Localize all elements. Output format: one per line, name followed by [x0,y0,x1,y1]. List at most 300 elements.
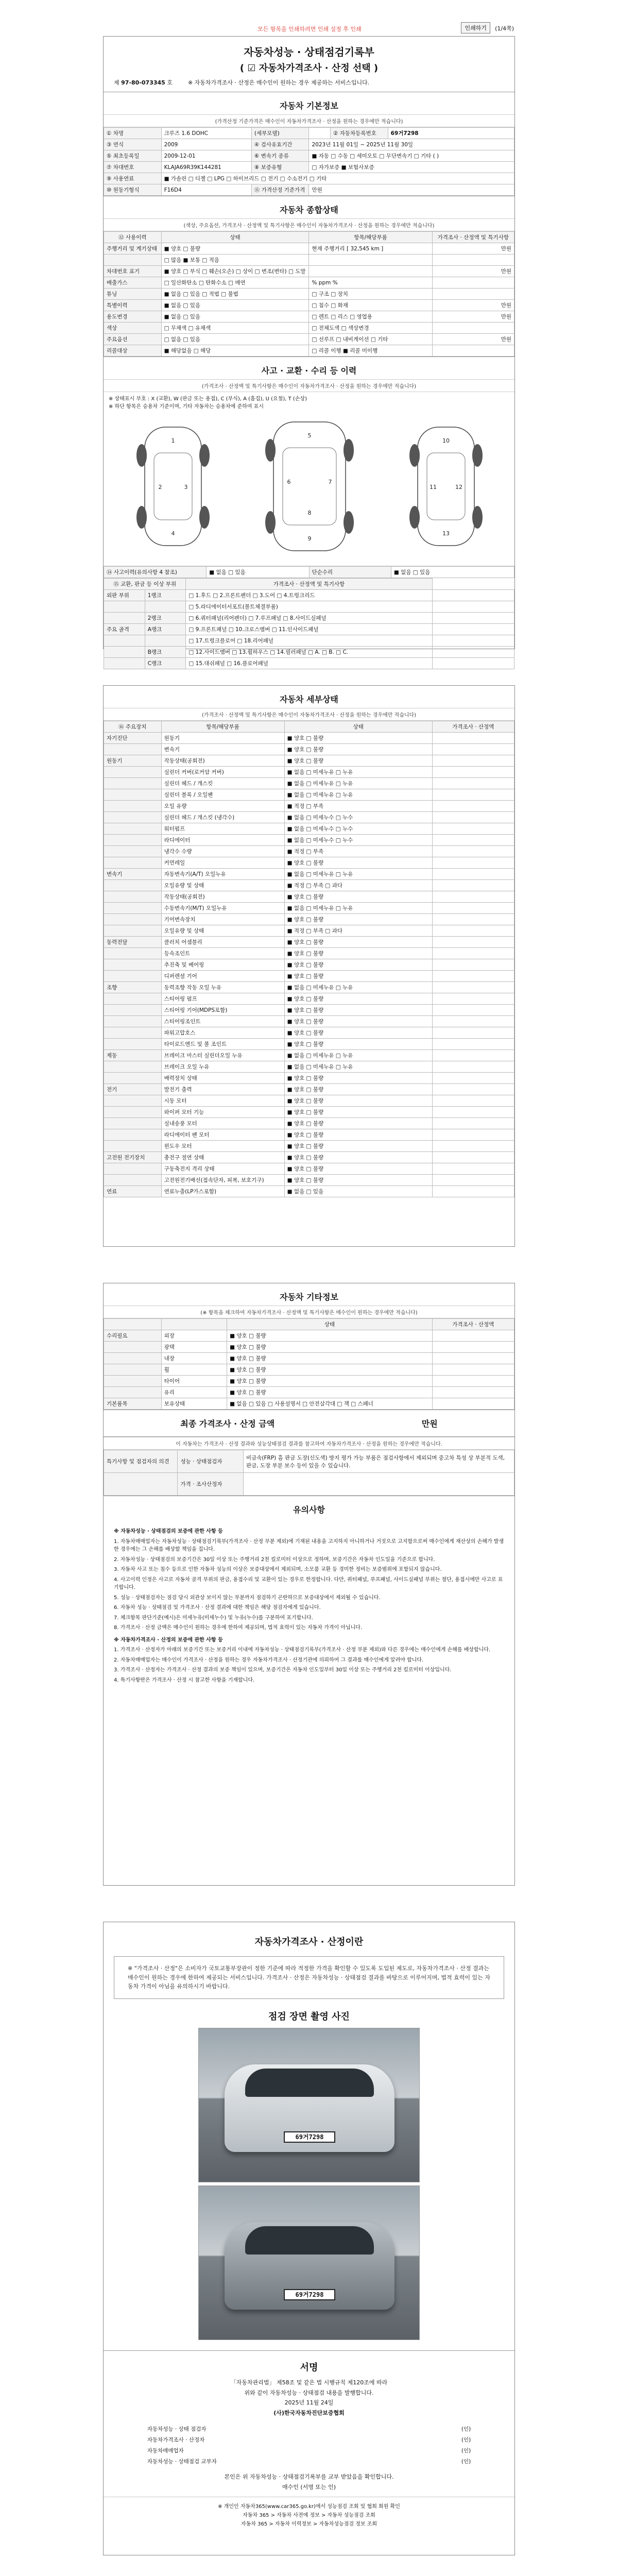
document-number-row [104,74,514,92]
part-price [432,993,514,1005]
legend-line-2: ※ 하단 항목은 승용차 기준이며, 기타 자동차는 승용차에 준하여 표시 [109,404,264,410]
device-name [104,1175,162,1186]
doc-no-suffix: 호 [167,79,173,86]
table-header: ⑯ 주요장치 [104,721,162,733]
wheel-shape [199,444,210,467]
part-price [432,733,514,744]
final-price-note: 이 자동차는 가격조사 · 산정 결과와 성능상태점검 결과를 참고하여 자동차가격조사 · 산정을 원하는 경우에만 적습니다. [104,1437,514,1450]
parts-items: □ 9.프론트패널 □ 10.크로스멤버 □ 11.인사이드패널 [186,624,432,635]
detail-status-row [104,1027,514,1039]
status-detail [309,255,432,266]
part-price [432,1050,514,1061]
overall-status-row [104,289,514,300]
signature-body [104,2378,514,2418]
part-name: 윈도우 모터 [161,1141,284,1152]
parts-price [432,647,514,658]
other-state: ■ 양호 □ 불량 [227,1353,433,1364]
page-3 [103,1283,515,1886]
status-price: 만원 [432,243,514,255]
detail-status-row [104,880,514,891]
parts-price [432,635,514,647]
part-price [432,1141,514,1152]
car-outline-svg [104,412,514,566]
signature-row [145,2445,473,2456]
field-value: 69거7298 [388,128,514,139]
detail-status-row [104,812,514,823]
field-value: 2009 [161,139,251,150]
device-name [104,1005,162,1016]
footer-line-3: 자동차 365 > 자동차 이력정보 > 자동차성능점검 정보 조회 [241,2521,377,2527]
status-item: 튜닝 [104,289,162,300]
caution-item: 8. 가격조사 · 산정 금액은 매수인이 원하는 경우에 한하여 제공되며, 법적 효력이 있는 자동차 가격이 아닙니다. [114,1625,363,1631]
diagram-number: 2 [158,484,162,490]
signature-line-1: 「자동차관리법」 제58조 및 같은 법 시행규칙 제120조에 따라 [230,2379,388,2386]
remarks-label: 특기사항 및 점검자의 의견 [104,1450,178,1473]
part-price [432,823,514,835]
caution-item: 2. 자동차매매업자는 매수인이 가격조사 · 산정을 원하는 경우 자동차가격조사 · 산정기관에 의뢰하여 그 결과를 매수인에게 알려야 합니다. [114,1657,424,1663]
parts-rank: 1랭크 [145,590,186,601]
device-name [104,857,162,869]
other-status-title: 자동차 기타정보 [280,1292,338,1302]
parts-price [432,658,514,669]
status-detail [309,266,432,277]
device-name [104,767,162,778]
parts-price [432,601,514,613]
doc-no: 97-80-073345 [121,79,165,86]
simple-repair-label: 단순수리 [309,567,391,578]
diagram-number: 7 [328,479,332,485]
parts-row [104,601,514,613]
parts-row [104,647,514,658]
basic-info-title: 자동차 기본정보 [104,92,514,114]
detail-status-row [104,857,514,869]
parts-price [432,613,514,624]
part-price [432,1118,514,1129]
part-state: ■ 없음 □ 미세누유 □ 누유 [284,778,432,789]
other-part: 보유상태 [161,1398,227,1410]
detail-status-row [104,971,514,982]
part-name: 시동 모터 [161,1095,284,1107]
detail-status-row [104,1050,514,1061]
part-state: ■ 적정 □ 부족 □ 과다 [284,880,432,891]
remarks-value [243,1473,514,1496]
diagram-number: 3 [184,484,188,490]
detail-status-row [104,1039,514,1050]
other-group [104,1342,162,1353]
status-state: □ 많음 ■ 보통 □ 적음 [161,255,309,266]
field-label: (세부모델) [251,128,309,139]
footer-line-2: 자동차 365 > 자동차 사전에 정보 > 자동차 성능점검 조회 [243,2512,375,2518]
overall-status-row [104,323,514,334]
detail-status-row [104,1084,514,1095]
basic-info-table [104,127,514,196]
footer [104,2497,514,2537]
field-label: ① 차명 [104,128,162,139]
final-price-header [104,1410,514,1437]
signature-row [145,2424,473,2434]
detail-status-row [104,835,514,846]
remarks-table [104,1450,514,1496]
basic-info-row [104,173,514,184]
page-number: (1/4쪽) [495,25,514,32]
parts-rank: A랭크 [145,624,186,635]
part-price [432,948,514,959]
diagram-number: 9 [307,535,312,542]
signer-name [293,2456,407,2467]
status-state: □ 없음 □ 있음 [161,334,309,345]
part-name: 오일 유량 [161,801,284,812]
part-state: ■ 양호 □ 불량 [284,993,432,1005]
wheel-shape [409,506,420,529]
part-state: ■ 적정 □ 부족 [284,801,432,812]
caution-item: 3. 가격조사 · 산정자는 가격조사 · 산정 결과의 보증 책임이 있으며, 보증기간은 자동차 인도일부터 30일 이상 또는 주행거리 2천 킬로미터 이상입니다. [114,1667,452,1673]
parts-group [104,613,145,624]
device-name [104,891,162,903]
remarks-sub: 성능 · 상태점검자 [178,1450,244,1473]
other-price [432,1376,514,1387]
car-body-outline [145,427,201,546]
device-name [104,801,162,812]
buyer-confirm-text: 본인은 위 자동차성능 · 상태점검기록부를 교부 받았음을 확인합니다. [224,2473,394,2480]
part-state: ■ 적정 □ 부족 □ 과다 [284,925,432,937]
part-state: ■ 양호 □ 불량 [284,1039,432,1050]
wheel-shape [472,506,483,529]
other-price [432,1342,514,1353]
part-state: ■ 양호 □ 불량 [284,1118,432,1129]
status-state: ■ 양호 □ 불량 [161,243,309,255]
detail-status-row [104,778,514,789]
intro-title: 자동차가격조사 · 산정이란 [254,1937,364,1947]
part-name: 라디에이터 팬 모터 [161,1129,284,1141]
other-status-row [104,1342,514,1353]
device-name [104,823,162,835]
field-label: ② 자동차등록번호 [331,128,388,139]
device-name [104,948,162,959]
part-state: ■ 양호 □ 불량 [284,1016,432,1027]
wheel-shape [136,506,147,529]
part-state: ■ 양호 □ 불량 [284,891,432,903]
part-name: 냉각수 수량 [161,846,284,857]
part-name: 수동변속기(M/T) 오일누유 [161,903,284,914]
detail-status-row [104,801,514,812]
parts-rank: C랭크 [145,658,186,669]
car-body-outline [418,427,474,546]
part-name: 작동상태(공회전) [161,891,284,903]
detail-status-row [104,1061,514,1073]
field-value: KLAJA69R39K144281 [161,162,251,173]
signer-name [293,2434,407,2445]
part-name: 라디에이터 [161,835,284,846]
legend-line-1: ※ 상태표시 부호 : X (교환), W (판금 또는 용접), C (부식), A (흠집), U (요철), T (손상) [109,396,307,402]
part-name: 기어변속장치 [161,914,284,925]
other-group [104,1387,162,1398]
field-label: ④ 검사유효기간 [251,139,309,150]
diagram-number: 10 [442,437,450,444]
detail-status-table [104,721,514,1197]
remarks-row [104,1450,514,1473]
caution-item: 2. 자동차성능 · 상태점검의 보증기간은 30일 이상 또는 주행거리 2천 킬로미터 이상으로 정하며, 보증기간은 자동차 인도일을 기준으로 합니다. [114,1556,435,1563]
table-header: 항목/해당부품 [161,721,284,733]
device-name [104,1073,162,1084]
device-name [104,1163,162,1175]
car-rear-window [245,2226,374,2255]
signer-sign: (인) [461,2436,471,2443]
parts-group: 외판 부위 [104,590,145,601]
status-detail: □ 침수 □ 화재 [309,300,432,311]
parts-row [104,635,514,647]
part-price [432,880,514,891]
field-label: ⑥ 변속기 종류 [251,150,309,162]
device-name [104,1016,162,1027]
parts-items: □ 6.쿼터패널(리어펜더) □ 7.루프패널 □ 8.사이드실패널 [186,613,432,624]
wheel-shape [472,444,483,467]
detail-status-row [104,1141,514,1152]
page-2 [103,685,515,1247]
part-price [432,857,514,869]
basic-info-row [104,128,514,139]
other-group: 수리필요 [104,1330,162,1342]
parts-row [104,658,514,669]
detail-status-row [104,733,514,744]
parts-rank [145,601,186,613]
simple-repair-value: ■ 없음 □ 있음 [391,567,514,578]
status-detail: □ 전체도색 □ 색상변경 [309,323,432,334]
part-price [432,1039,514,1050]
device-name [104,1107,162,1118]
detail-status-row [104,767,514,778]
table-header: 가격조사 · 산정액 및 특기사항 [186,579,432,590]
other-status-row [104,1364,514,1376]
field-value: ■ 가솔린 □ 디젤 □ LPG □ 하이브리드 □ 전기 □ 수소전기 □ 기타 [161,173,514,184]
part-state: ■ 양호 □ 불량 [284,755,432,767]
doc-no-label: 제 [114,79,119,86]
signer-sign: (인) [461,2458,471,2465]
part-price [432,914,514,925]
status-item: 배출가스 [104,277,162,289]
other-state: ■ 양호 □ 불량 [227,1376,433,1387]
status-item: 주행거리 및 계기상태 [104,243,162,255]
device-name [104,1027,162,1039]
field-label: ⑤ 최초등록일 [104,150,162,162]
other-status-table [104,1318,514,1410]
part-name: 실린더 헤드 / 개스킷 [161,778,284,789]
status-price [432,277,514,289]
detail-status-row [104,789,514,801]
signature-date: 2025년 11월 24일 [284,2399,334,2406]
part-state: ■ 양호 □ 불량 [284,1152,432,1163]
status-detail: □ 구조 □ 장치 [309,289,432,300]
signature-title: 서명 [104,2350,514,2378]
part-state: ■ 양호 □ 불량 [284,1107,432,1118]
status-price [432,323,514,334]
final-price-unit: 만원 [421,1419,438,1429]
table-header: ⑮ 교환, 판금 등 이상 부위 [104,579,186,590]
parts-items: □ 15.대쉬패널 □ 16.플로어패널 [186,658,432,669]
diagram-number: 1 [171,437,175,444]
status-item [104,255,162,266]
part-name: 실린더 커버(로커암 커버) [161,767,284,778]
field-label: ③ 연식 [104,139,162,150]
part-name: 동력조향 작동 오일 누유 [161,982,284,993]
table-header: 가격조사 · 산정액 [432,1319,514,1330]
diagram-number: 8 [307,510,312,516]
caution-item: 3. 자동차 사고 또는 침수 등으로 인한 자동차 성능의 이상은 보증대상에서 제외되며, 소모품 교환 등 경미한 정비는 보증범위에 포함되지 않습니다. [114,1567,442,1572]
part-price [432,744,514,755]
device-name [104,1039,162,1050]
part-price [432,1129,514,1141]
part-state: ■ 양호 □ 불량 [284,1084,432,1095]
part-state: ■ 없음 □ 있음 [284,1186,432,1197]
part-price [432,789,514,801]
part-state: ■ 양호 □ 불량 [284,1027,432,1039]
status-item: 리콜대상 [104,345,162,357]
status-item: 특별이력 [104,300,162,311]
device-name [104,789,162,801]
remarks-value: 비금속(FRP) 흠 판금 도장(신도색) 방지 평가 가능 부품은 점검사항에서 제외되며 중고차 특성 상 부분적 도색, 판금, 도장 부분 보수 등이 있을 수 있습니다. [243,1450,514,1473]
device-name [104,880,162,891]
part-state: ■ 없음 □ 미세누유 □ 누유 [284,982,432,993]
parts-group [104,658,145,669]
basic-info-row [104,162,514,173]
other-status-row [104,1376,514,1387]
status-state: □ 무채색 □ 유채색 [161,323,309,334]
detail-status-row [104,982,514,993]
other-group [104,1364,162,1376]
signer-sign: (인) [461,2426,471,2432]
overall-status-note: (색상, 주요옵션, 가격조사 · 산정액 및 특기사항은 매수인이 자동차가격조사 · 산정을 원하는 경우에만 적습니다) [104,218,514,231]
part-state: ■ 양호 □ 불량 [284,937,432,948]
status-detail: % ppm % [309,277,432,289]
part-price [432,982,514,993]
other-price [432,1353,514,1364]
parts-row [104,624,514,635]
parts-items: □ 1.후드 □ 2.프론트펜더 □ 3.도어 □ 4.트렁크리드 [186,590,432,601]
part-state: ■ 양호 □ 불량 [284,1073,432,1084]
device-name [104,1061,162,1073]
detail-status-row [104,755,514,767]
parts-group [104,601,145,613]
field-value: 크루즈 1.6 DOHC [161,128,251,139]
accident-history-value: ■ 없음 □ 있음 [207,567,309,578]
signer-role: 자동차성능 · 상태점검 교부자 [147,2458,217,2465]
device-name [104,1129,162,1141]
accident-note: (가격조사 · 산정액 및 특기사항은 매수인이 자동차가격조사 · 산정을 원하는 경우에만 적습니다) [104,379,514,392]
part-price [432,869,514,880]
detail-status-row [104,1175,514,1186]
device-name [104,959,162,971]
detail-status-row [104,1005,514,1016]
wheel-shape [344,439,354,462]
other-status-row [104,1353,514,1364]
other-price [432,1398,514,1410]
basic-info-row [104,150,514,162]
part-name: 고전원전기배선(접속단자, 피복, 보호기구) [161,1175,284,1186]
caution-item: 7. 체크항목 판단기준(예시)은 미세누유(미세누수) 및 누유(누수)를 구분하여 표기합니다. [114,1615,313,1621]
detail-status-row [104,744,514,755]
status-detail: □ 렌트 □ 리스 □ 영업용 [309,311,432,323]
device-name [104,744,162,755]
signer-role: 자동차성능 · 상태 점검자 [147,2426,207,2432]
other-price [432,1387,514,1398]
top-toolbar [103,21,515,36]
other-group [104,1353,162,1364]
other-part: 타이어 [161,1376,227,1387]
detail-status-row [104,1129,514,1141]
part-state: ■ 양호 □ 불량 [284,857,432,869]
inspection-photo-rear [198,2185,420,2340]
part-name: 브레이크 마스터 실린더오일 누유 [161,1050,284,1061]
parts-price [432,590,514,601]
overall-status-row [104,266,514,277]
final-price-title: 최종 가격조사 · 산정 금액 [180,1419,275,1429]
device-name: 변속기 [104,869,162,880]
parts-items: □ 17.트렁크플로어 □ 18.리어패널 [186,635,432,647]
field-label: ⑩ 원동기형식 [104,184,162,196]
other-part: 내장 [161,1353,227,1364]
part-state: ■ 양호 □ 불량 [284,1175,432,1186]
document-title: 자동차성능 · 상태점검기록부 [244,46,374,58]
part-name: 실린더 블록 / 오일팬 [161,789,284,801]
table-header: 가격조사 · 산정액 및 특기사항 [432,232,514,243]
detail-status-row [104,1152,514,1163]
part-price [432,767,514,778]
other-status-row [104,1330,514,1342]
part-name: 연료누출(LP가스포함) [161,1186,284,1197]
diagram-number: 12 [455,484,462,490]
caution-item: 4. 특기사항란은 가격조사 · 산정 시 참고한 사항을 기재합니다. [114,1677,255,1683]
other-state: ■ 양호 □ 불량 [227,1330,433,1342]
page-1 [103,36,515,667]
field-value: 2023년 11월 01일 ~ 2025년 11월 30일 [309,139,514,150]
wheel-shape [136,444,147,467]
part-state: ■ 없음 □ 미세누유 □ 누유 [284,1050,432,1061]
part-name: 등속조인트 [161,948,284,959]
accident-legend [104,392,514,412]
status-price: 만원 [432,266,514,277]
device-name [104,778,162,789]
field-value: ■ 자동 □ 수동 □ 세미오토 □ 무단변속기 □ 기타 ( ) [309,150,514,162]
other-state: ■ 없음 □ 있음 □ 사용설명서 □ 안전삼각대 □ 잭 □ 스패너 [227,1398,433,1410]
page-4 [103,1922,515,2555]
field-label: ⑧ 보증유형 [251,162,309,173]
status-item: 주요옵션 [104,334,162,345]
part-price [432,801,514,812]
overall-status-row [104,243,514,255]
signer-role: 자동차매매업자 [147,2447,184,2454]
diagram-number: 6 [287,479,291,485]
device-name: 자기진단 [104,733,162,744]
status-price: 만원 [432,311,514,323]
buyer-sign: 매수인 (서명 또는 인) [282,2483,336,2490]
part-price [432,1107,514,1118]
other-part: 유리 [161,1387,227,1398]
status-state: ■ 없음 □ 있음 □ 적법 □ 불법 [161,289,309,300]
part-name: 발전기 출력 [161,1084,284,1095]
detail-status-row [104,903,514,914]
part-state: ■ 없음 □ 미세누유 □ 누유 [284,789,432,801]
part-state: ■ 없음 □ 미세누수 □ 누수 [284,835,432,846]
part-name: 오일유량 및 상태 [161,925,284,937]
part-state: ■ 양호 □ 불량 [284,1005,432,1016]
device-name: 제동 [104,1050,162,1061]
status-state: ■ 양호 □ 부식 □ 훼손(오손) □ 상이 □ 변조(변타) □ 도말 [161,266,309,277]
part-price [432,812,514,823]
basic-info-row [104,139,514,150]
signature-table [145,2424,473,2467]
print-button[interactable]: 인쇄하기 [461,22,490,33]
part-price [432,755,514,767]
part-state: ■ 양호 □ 불량 [284,733,432,744]
